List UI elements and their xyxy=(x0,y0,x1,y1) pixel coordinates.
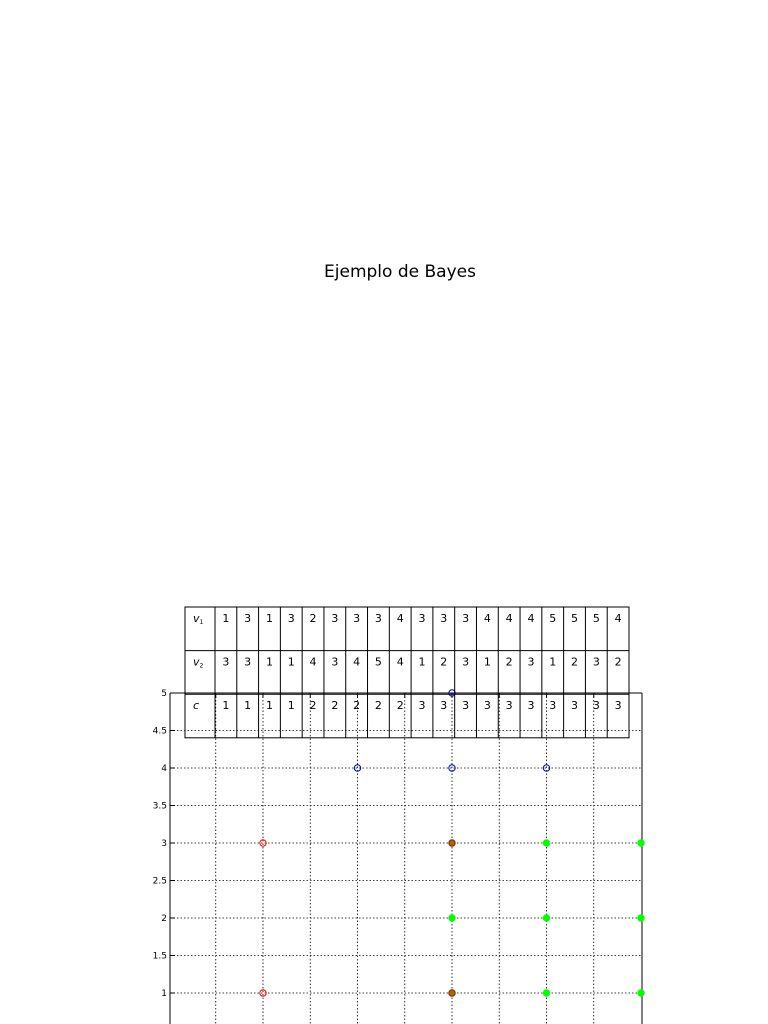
table-cell: 1 xyxy=(287,655,295,669)
table-cell: 3 xyxy=(592,655,600,669)
table-cell: 3 xyxy=(527,699,535,713)
table-cell: 3 xyxy=(331,655,339,669)
table-cell: 4 xyxy=(483,612,491,625)
table-cell: 3 xyxy=(462,699,470,713)
table-cell: 4 xyxy=(396,655,404,669)
table-cell: 2 xyxy=(374,699,382,713)
data-point xyxy=(638,915,644,921)
table-cell: 3 xyxy=(244,612,252,625)
table-cell: 2 xyxy=(309,699,317,713)
table-cell: 3 xyxy=(462,655,470,669)
table-cell: 3 xyxy=(222,655,230,669)
y-tick-label: 2 xyxy=(161,914,167,924)
table-cell: 2 xyxy=(505,655,513,669)
data-point xyxy=(638,990,644,996)
y-tick-label: 1.5 xyxy=(152,951,167,962)
table-cell: 2 xyxy=(614,655,622,669)
table-cell: 1 xyxy=(287,699,295,713)
data-point xyxy=(449,990,455,996)
table-cell: 3 xyxy=(353,612,361,625)
data-point xyxy=(543,990,549,996)
table-cell: 2 xyxy=(440,655,448,669)
table-cell: 2 xyxy=(396,699,404,713)
data-point xyxy=(449,840,455,846)
data-point xyxy=(543,840,549,846)
y-tick-label: 3 xyxy=(161,839,167,849)
table-cell: 4 xyxy=(396,612,404,625)
table-cell: 4 xyxy=(505,612,513,625)
table-cell: 1 xyxy=(265,612,273,625)
table-cell: 1 xyxy=(265,655,273,669)
table-cell: 4 xyxy=(614,612,622,625)
table-cell: 1 xyxy=(244,699,252,713)
table-cell: 1 xyxy=(418,655,426,669)
table-cell: 1 xyxy=(483,655,491,669)
table-cell: 3 xyxy=(505,699,513,713)
table-cell: 2 xyxy=(571,655,579,669)
table-cell: 3 xyxy=(244,655,252,669)
table-cell: 4 xyxy=(527,612,535,625)
table-cell: 3 xyxy=(331,612,339,625)
y-tick-label: 1 xyxy=(161,989,167,999)
table-cell: 3 xyxy=(418,612,426,625)
y-tick-label: 3.5 xyxy=(152,801,167,812)
y-tick-label: 4 xyxy=(161,764,167,774)
y-tick-label: 5 xyxy=(161,689,167,699)
table-row-label: v2 xyxy=(193,655,204,670)
table-cell: 5 xyxy=(592,612,600,625)
table-cell: 4 xyxy=(309,655,317,669)
table-cell: 1 xyxy=(265,699,273,713)
table-cell: 3 xyxy=(374,612,382,625)
table-cell: 3 xyxy=(440,612,448,625)
table-cell: 2 xyxy=(353,699,361,713)
table-cell: 1 xyxy=(549,655,557,669)
table-cell: 5 xyxy=(374,655,382,669)
table-cell: 3 xyxy=(614,699,622,713)
data-table xyxy=(185,607,629,738)
table-cell: 3 xyxy=(440,699,448,713)
table-cell: 3 xyxy=(418,699,426,713)
table-cell: 3 xyxy=(287,612,295,625)
table-cell: 5 xyxy=(549,612,557,625)
chart-title: Ejemplo de Bayes xyxy=(324,262,476,282)
plot-axes xyxy=(153,689,642,1024)
table-cell: 3 xyxy=(549,699,557,713)
data-point xyxy=(449,915,455,921)
data-point xyxy=(638,840,644,846)
table-cell: 4 xyxy=(353,655,361,669)
table-cell: 3 xyxy=(462,612,470,625)
table-cell: 1 xyxy=(222,699,230,713)
y-tick-label: 2.5 xyxy=(152,876,167,887)
table-cell: 2 xyxy=(331,699,339,713)
table-cell: 1 xyxy=(222,612,230,625)
table-row-label: c xyxy=(193,699,200,713)
table-row-label: v1 xyxy=(193,612,204,626)
table-cell: 3 xyxy=(592,699,600,713)
table-cell: 3 xyxy=(527,655,535,669)
table-cell: 5 xyxy=(571,612,579,625)
table-cell: 3 xyxy=(483,699,491,713)
table-cell: 3 xyxy=(571,699,579,713)
y-tick-label: 4.5 xyxy=(152,726,167,737)
data-point xyxy=(543,915,549,921)
table-cell: 2 xyxy=(309,612,317,625)
table-border xyxy=(185,607,629,738)
